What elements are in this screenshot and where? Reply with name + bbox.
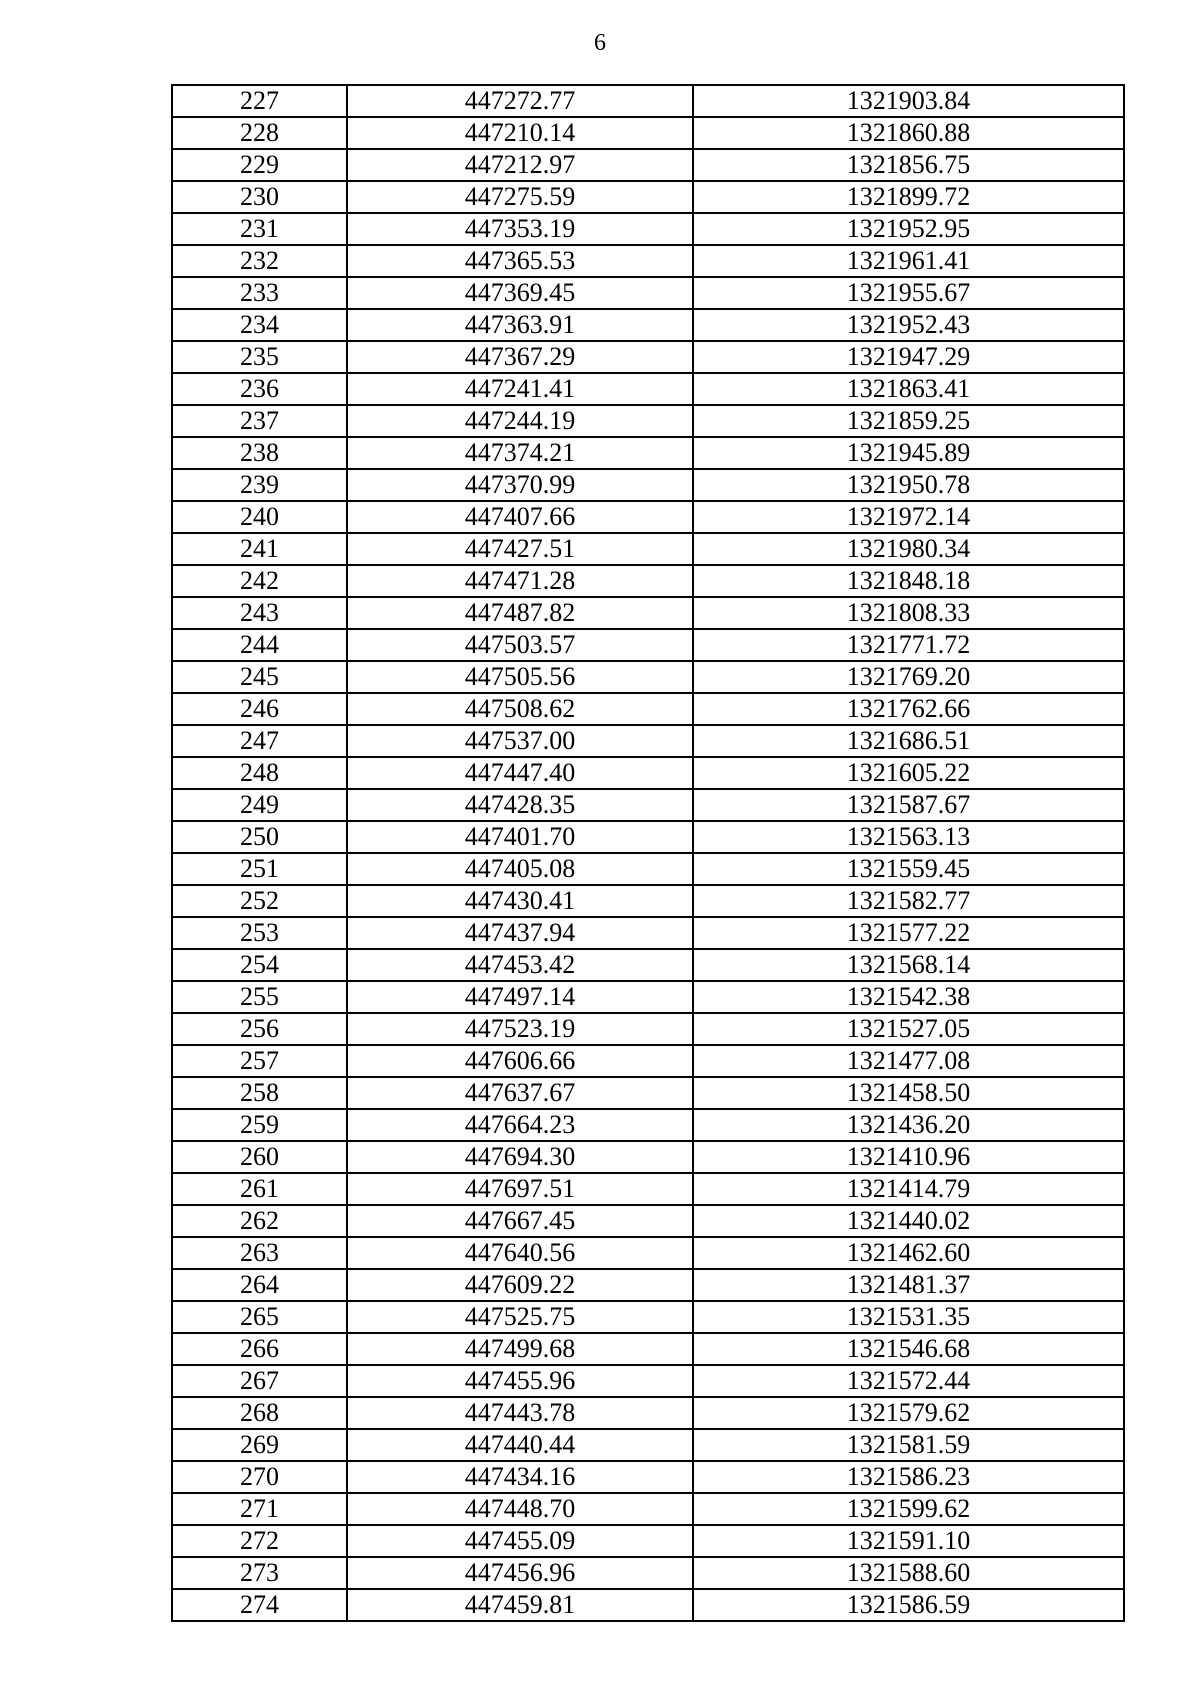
y-coordinate-cell: 1321859.25 <box>693 405 1124 437</box>
point-number-cell: 269 <box>172 1429 347 1461</box>
point-number-cell: 244 <box>172 629 347 661</box>
x-coordinate-cell: 447697.51 <box>347 1173 693 1205</box>
x-coordinate-cell: 447694.30 <box>347 1141 693 1173</box>
point-number-cell: 248 <box>172 757 347 789</box>
table-row <box>172 565 1124 597</box>
table-row <box>172 949 1124 981</box>
x-coordinate-cell: 447374.21 <box>347 437 693 469</box>
y-coordinate-cell: 1321686.51 <box>693 725 1124 757</box>
x-coordinate-cell: 447609.22 <box>347 1269 693 1301</box>
y-coordinate-cell: 1321588.60 <box>693 1557 1124 1589</box>
table-row <box>172 277 1124 309</box>
table-row <box>172 1525 1124 1557</box>
x-coordinate-cell: 447667.45 <box>347 1205 693 1237</box>
table-row <box>172 757 1124 789</box>
point-number-cell: 251 <box>172 853 347 885</box>
table-row <box>172 853 1124 885</box>
x-coordinate-cell: 447505.56 <box>347 661 693 693</box>
point-number-cell: 227 <box>172 85 347 117</box>
point-number-cell: 260 <box>172 1141 347 1173</box>
y-coordinate-cell: 1321903.84 <box>693 85 1124 117</box>
point-number-cell: 270 <box>172 1461 347 1493</box>
point-number-cell: 256 <box>172 1013 347 1045</box>
point-number-cell: 263 <box>172 1237 347 1269</box>
point-number-cell: 255 <box>172 981 347 1013</box>
y-coordinate-cell: 1321527.05 <box>693 1013 1124 1045</box>
point-number-cell: 230 <box>172 181 347 213</box>
table-row <box>172 533 1124 565</box>
y-coordinate-cell: 1321848.18 <box>693 565 1124 597</box>
point-number-cell: 249 <box>172 789 347 821</box>
page-number: 6 <box>594 30 606 56</box>
x-coordinate-cell: 447447.40 <box>347 757 693 789</box>
x-coordinate-cell: 447428.35 <box>347 789 693 821</box>
y-coordinate-cell: 1321481.37 <box>693 1269 1124 1301</box>
point-number-cell: 266 <box>172 1333 347 1365</box>
y-coordinate-cell: 1321477.08 <box>693 1045 1124 1077</box>
table-row <box>172 1205 1124 1237</box>
x-coordinate-cell: 447353.19 <box>347 213 693 245</box>
point-number-cell: 261 <box>172 1173 347 1205</box>
x-coordinate-cell: 447456.96 <box>347 1557 693 1589</box>
x-coordinate-cell: 447448.70 <box>347 1493 693 1525</box>
y-coordinate-cell: 1321591.10 <box>693 1525 1124 1557</box>
table-row <box>172 821 1124 853</box>
table-row <box>172 1557 1124 1589</box>
point-number-cell: 234 <box>172 309 347 341</box>
point-number-cell: 241 <box>172 533 347 565</box>
y-coordinate-cell: 1321863.41 <box>693 373 1124 405</box>
table-row <box>172 245 1124 277</box>
point-number-cell: 237 <box>172 405 347 437</box>
table-row <box>172 1077 1124 1109</box>
x-coordinate-cell: 447244.19 <box>347 405 693 437</box>
y-coordinate-cell: 1321440.02 <box>693 1205 1124 1237</box>
table-row <box>172 501 1124 533</box>
y-coordinate-cell: 1321579.62 <box>693 1397 1124 1429</box>
x-coordinate-cell: 447275.59 <box>347 181 693 213</box>
y-coordinate-cell: 1321769.20 <box>693 661 1124 693</box>
table-row <box>172 213 1124 245</box>
x-coordinate-cell: 447405.08 <box>347 853 693 885</box>
point-number-cell: 268 <box>172 1397 347 1429</box>
x-coordinate-cell: 447508.62 <box>347 693 693 725</box>
y-coordinate-cell: 1321899.72 <box>693 181 1124 213</box>
x-coordinate-cell: 447606.66 <box>347 1045 693 1077</box>
y-coordinate-cell: 1321771.72 <box>693 629 1124 661</box>
point-number-cell: 229 <box>172 149 347 181</box>
table-row <box>172 629 1124 661</box>
table-row <box>172 885 1124 917</box>
point-number-cell: 233 <box>172 277 347 309</box>
x-coordinate-cell: 447440.44 <box>347 1429 693 1461</box>
x-coordinate-cell: 447525.75 <box>347 1301 693 1333</box>
y-coordinate-cell: 1321972.14 <box>693 501 1124 533</box>
point-number-cell: 238 <box>172 437 347 469</box>
point-number-cell: 265 <box>172 1301 347 1333</box>
point-number-cell: 262 <box>172 1205 347 1237</box>
table-row <box>172 1269 1124 1301</box>
x-coordinate-cell: 447210.14 <box>347 117 693 149</box>
point-number-cell: 273 <box>172 1557 347 1589</box>
x-coordinate-cell: 447369.45 <box>347 277 693 309</box>
table-row <box>172 149 1124 181</box>
y-coordinate-cell: 1321961.41 <box>693 245 1124 277</box>
y-coordinate-cell: 1321542.38 <box>693 981 1124 1013</box>
point-number-cell: 231 <box>172 213 347 245</box>
x-coordinate-cell: 447241.41 <box>347 373 693 405</box>
point-number-cell: 243 <box>172 597 347 629</box>
y-coordinate-cell: 1321586.59 <box>693 1589 1124 1621</box>
x-coordinate-cell: 447640.56 <box>347 1237 693 1269</box>
point-number-cell: 232 <box>172 245 347 277</box>
y-coordinate-cell: 1321572.44 <box>693 1365 1124 1397</box>
x-coordinate-cell: 447365.53 <box>347 245 693 277</box>
table-row <box>172 1173 1124 1205</box>
x-coordinate-cell: 447427.51 <box>347 533 693 565</box>
y-coordinate-cell: 1321582.77 <box>693 885 1124 917</box>
point-number-cell: 228 <box>172 117 347 149</box>
y-coordinate-cell: 1321950.78 <box>693 469 1124 501</box>
x-coordinate-cell: 447523.19 <box>347 1013 693 1045</box>
table-row <box>172 1589 1124 1621</box>
y-coordinate-cell: 1321563.13 <box>693 821 1124 853</box>
point-number-cell: 246 <box>172 693 347 725</box>
y-coordinate-cell: 1321808.33 <box>693 597 1124 629</box>
x-coordinate-cell: 447499.68 <box>347 1333 693 1365</box>
table-row <box>172 1429 1124 1461</box>
x-coordinate-cell: 447443.78 <box>347 1397 693 1429</box>
table-row <box>172 469 1124 501</box>
table-row <box>172 981 1124 1013</box>
table-row <box>172 437 1124 469</box>
y-coordinate-cell: 1321947.29 <box>693 341 1124 373</box>
point-number-cell: 235 <box>172 341 347 373</box>
table-row <box>172 1493 1124 1525</box>
coordinates-table <box>171 84 1125 1622</box>
point-number-cell: 236 <box>172 373 347 405</box>
point-number-cell: 257 <box>172 1045 347 1077</box>
x-coordinate-cell: 447401.70 <box>347 821 693 853</box>
x-coordinate-cell: 447363.91 <box>347 309 693 341</box>
table-row <box>172 1461 1124 1493</box>
x-coordinate-cell: 447212.97 <box>347 149 693 181</box>
point-number-cell: 245 <box>172 661 347 693</box>
table-row <box>172 1109 1124 1141</box>
y-coordinate-cell: 1321955.67 <box>693 277 1124 309</box>
table-row <box>172 661 1124 693</box>
point-number-cell: 242 <box>172 565 347 597</box>
table-row <box>172 341 1124 373</box>
y-coordinate-cell: 1321458.50 <box>693 1077 1124 1109</box>
x-coordinate-cell: 447487.82 <box>347 597 693 629</box>
table-row <box>172 693 1124 725</box>
point-number-cell: 247 <box>172 725 347 757</box>
table-row <box>172 725 1124 757</box>
y-coordinate-cell: 1321568.14 <box>693 949 1124 981</box>
x-coordinate-cell: 447497.14 <box>347 981 693 1013</box>
x-coordinate-cell: 447503.57 <box>347 629 693 661</box>
x-coordinate-cell: 447434.16 <box>347 1461 693 1493</box>
table-row <box>172 117 1124 149</box>
y-coordinate-cell: 1321559.45 <box>693 853 1124 885</box>
x-coordinate-cell: 447367.29 <box>347 341 693 373</box>
x-coordinate-cell: 447455.96 <box>347 1365 693 1397</box>
y-coordinate-cell: 1321581.59 <box>693 1429 1124 1461</box>
x-coordinate-cell: 447370.99 <box>347 469 693 501</box>
table-row <box>172 1397 1124 1429</box>
table-row <box>172 789 1124 821</box>
point-number-cell: 274 <box>172 1589 347 1621</box>
point-number-cell: 254 <box>172 949 347 981</box>
table-row <box>172 181 1124 213</box>
table-row <box>172 597 1124 629</box>
table-row <box>172 373 1124 405</box>
y-coordinate-cell: 1321462.60 <box>693 1237 1124 1269</box>
table-row <box>172 1365 1124 1397</box>
x-coordinate-cell: 447459.81 <box>347 1589 693 1621</box>
table-row <box>172 85 1124 117</box>
point-number-cell: 271 <box>172 1493 347 1525</box>
x-coordinate-cell: 447407.66 <box>347 501 693 533</box>
table-row <box>172 917 1124 949</box>
point-number-cell: 253 <box>172 917 347 949</box>
table-row <box>172 1301 1124 1333</box>
coordinates-table-body <box>172 85 1124 1621</box>
point-number-cell: 264 <box>172 1269 347 1301</box>
y-coordinate-cell: 1321577.22 <box>693 917 1124 949</box>
point-number-cell: 250 <box>172 821 347 853</box>
x-coordinate-cell: 447453.42 <box>347 949 693 981</box>
table-row <box>172 1333 1124 1365</box>
x-coordinate-cell: 447664.23 <box>347 1109 693 1141</box>
point-number-cell: 252 <box>172 885 347 917</box>
x-coordinate-cell: 447537.00 <box>347 725 693 757</box>
point-number-cell: 239 <box>172 469 347 501</box>
y-coordinate-cell: 1321856.75 <box>693 149 1124 181</box>
x-coordinate-cell: 447637.67 <box>347 1077 693 1109</box>
y-coordinate-cell: 1321945.89 <box>693 437 1124 469</box>
x-coordinate-cell: 447455.09 <box>347 1525 693 1557</box>
point-number-cell: 240 <box>172 501 347 533</box>
y-coordinate-cell: 1321586.23 <box>693 1461 1124 1493</box>
y-coordinate-cell: 1321546.68 <box>693 1333 1124 1365</box>
table-row <box>172 1013 1124 1045</box>
y-coordinate-cell: 1321952.95 <box>693 213 1124 245</box>
x-coordinate-cell: 447471.28 <box>347 565 693 597</box>
point-number-cell: 272 <box>172 1525 347 1557</box>
y-coordinate-cell: 1321414.79 <box>693 1173 1124 1205</box>
point-number-cell: 258 <box>172 1077 347 1109</box>
table-row <box>172 1045 1124 1077</box>
y-coordinate-cell: 1321531.35 <box>693 1301 1124 1333</box>
table-row <box>172 1141 1124 1173</box>
y-coordinate-cell: 1321860.88 <box>693 117 1124 149</box>
point-number-cell: 259 <box>172 1109 347 1141</box>
table-row <box>172 405 1124 437</box>
point-number-cell: 267 <box>172 1365 347 1397</box>
x-coordinate-cell: 447430.41 <box>347 885 693 917</box>
x-coordinate-cell: 447272.77 <box>347 85 693 117</box>
y-coordinate-cell: 1321605.22 <box>693 757 1124 789</box>
y-coordinate-cell: 1321410.96 <box>693 1141 1124 1173</box>
y-coordinate-cell: 1321599.62 <box>693 1493 1124 1525</box>
x-coordinate-cell: 447437.94 <box>347 917 693 949</box>
y-coordinate-cell: 1321587.67 <box>693 789 1124 821</box>
y-coordinate-cell: 1321436.20 <box>693 1109 1124 1141</box>
table-row <box>172 1237 1124 1269</box>
y-coordinate-cell: 1321952.43 <box>693 309 1124 341</box>
table-row <box>172 309 1124 341</box>
y-coordinate-cell: 1321980.34 <box>693 533 1124 565</box>
y-coordinate-cell: 1321762.66 <box>693 693 1124 725</box>
